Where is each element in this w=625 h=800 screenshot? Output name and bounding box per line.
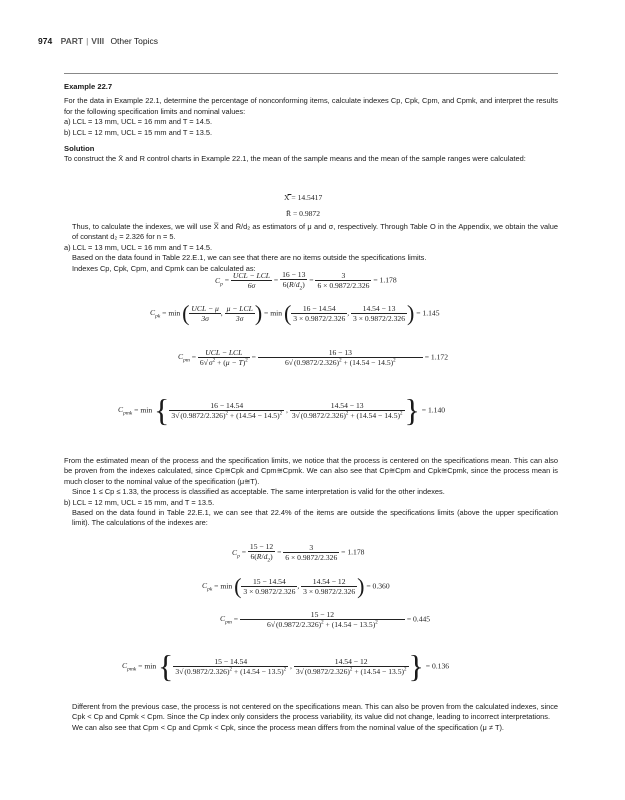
- xbar-value: X̿ = 14.5417: [284, 193, 323, 202]
- part-number: VIII: [91, 36, 105, 46]
- eq-a-cpm-result: = 1.172: [424, 352, 449, 362]
- eq-a-cpk-result: = 1.145: [416, 308, 440, 318]
- section-title: Other Topics: [110, 36, 158, 46]
- part-a-heading: a) LCL = 13 mm, UCL = 16 mm and T = 14.5.: [64, 242, 213, 252]
- eq-b-cpk-result: = 0.360: [366, 581, 390, 591]
- eq-b-cpmk-result: = 0.136: [425, 661, 450, 671]
- example-item-b: b) LCL = 12 mm, UCL = 15 mm and T = 13.5.: [64, 127, 213, 137]
- solution-block-4: [64, 702, 558, 733]
- eq-a-cpk: $C_{pk} = \min$ ( $\frac{\text{UCL − μ}}{3\sigma}$ , $\frac{\text{μ − LCL}}{3\sigma}$ ) = min ( $\frac{16 - 14.54}{3 \times 0.9872/2.326}$ , $\frac{14.54 - 13}{3 \times 0.9872/2.326}$ ) = 1.145: [150, 300, 440, 326]
- top-rule: [64, 73, 558, 74]
- eq-b-cp-result: = 1.178: [341, 547, 365, 557]
- eq-a-cpmk-result: = 1.140: [421, 405, 446, 415]
- solution-para-1: To construct the X̄ and R control charts in Example 22.1, the mean of the sample means and the mean of the sample ranges were calculated:: [64, 154, 526, 164]
- solution-title: Solution: [64, 144, 95, 154]
- eq-a-cp: $C_p$ = $\frac{\text{UCL − LCL}}{6\sigma}$ = $\frac{16 - 13}{6(\overline{R}/d_2)}$ = $\frac{3}{6 \times 0.9872/2.326}$ = 1.178: [215, 270, 397, 292]
- part-a-para-1: Based on the data found in Table 22.E.1, we can see that there are no items outside the specifications limits.: [72, 253, 427, 263]
- eq-b-cpmk: $C_{pmk} = \min$ { $\frac{15 - 14.54}{3√(0.9872/2.326)^2 + (14.54 - 13.5)^2}$ , $\frac{14.54 - 12}{3√(0.9872/2.326)^2 + (14.54 - 13.5)^2}$ } = 0.136: [122, 648, 450, 684]
- eq-b-cpm: $C_{pm}$ = $\frac{15 - 12}{6√(0.9872/2.326)^2 + (14.54 - 13.5)^2}$ = 0.445: [220, 610, 431, 629]
- closing-para-2: We can also see that Cpm < Cp and Cpmk < Cpk, since the process mean differs from the nominal value of the specification (μ ≠ T).: [72, 722, 504, 732]
- closing-para-1: Different from the previous case, the process is not centered on the specifications mean. This can also be proven from the calculated indexes, since Cpk < Cp and Cpmk < Cpm. Since the Cp index only considers the process variability, its value did not change, leading to incorrect interpretations.: [72, 702, 558, 722]
- running-header: 974 PART | VIII Other Topics: [38, 36, 158, 46]
- example-title: Example 22.7: [64, 82, 113, 91]
- eq-b-cpk: $C_{pk} = \min$ ( $\frac{15 - 14.54}{3 \times 0.9872/2.326}$ , $\frac{14.54 - 12}{3 \times 0.9872/2.326}$ ) = 0.360: [202, 573, 390, 599]
- page-number: 974: [38, 36, 53, 46]
- solution-block-2: [64, 222, 558, 274]
- eq-b-cpm-result: = 0.445: [406, 614, 431, 624]
- part-b-para-1: Based on the data found in Table 22.E.1, we can see that 22.4% of the items are outside the specifications limits (above the upper specification limit). The calculations of the indexes are:: [72, 508, 558, 528]
- eq-a-cpm: $C_{pm}$ = $\frac{\text{UCL − LCL}}{6√\sigma^2 + (\mu - T)^2}$ = $\frac{16 - 13}{6√(0.9872/2.326)^2 + (14.54 - 14.5)^2}$ = 1.172: [178, 348, 449, 367]
- part-a-para-4: Since 1 ≤ Cp ≤ 1.33, the process is classified as acceptable. The same interpretation is valid for the other indexes.: [72, 487, 445, 497]
- eq-a-cp-result: = 1.178: [373, 275, 397, 285]
- part-b-heading: b) LCL = 12 mm, UCL = 15 mm, and T = 13.5.: [64, 497, 215, 507]
- part-a-para-2: Indexes Cp, Cpk, Cpm, and Cpmk can be calculated as:: [72, 263, 256, 273]
- rbar-value: R̄ = 0.9872: [286, 209, 321, 218]
- example-block: [64, 82, 558, 165]
- example-intro: For the data in Example 22.1, determine the percentage of nonconforming items, calculate indexes Cp, Cpk, Cpm, and Cpmk, and interpret the results for the following specification limits and nominal values:: [64, 96, 558, 116]
- solution-block-3: [64, 456, 558, 529]
- part-label: PART: [60, 36, 84, 46]
- eq-a-cpmk: $C_{pmk} = \min$ { $\frac{16 - 14.54}{3√(0.9872/2.326)^2 + (14.54 - 14.5)^2}$ , $\frac{14.54 - 13}{3√(0.9872/2.326)^2 + (14.54 - 14.5)^2}$ } = 1.140: [118, 392, 446, 428]
- eq-b-cp: $C_p$ = $\frac{15 - 12}{6(\overline{R}/d_2)}$ = $\frac{3}{6 \times 0.9872/2.326}$ = 1.178: [232, 542, 365, 564]
- example-item-a: a) LCL = 13 mm, UCL = 16 mm and T = 14.5.: [64, 117, 213, 127]
- solution-para-2: Thus, to calculate the indexes, we will use X̿ and R̄/d₂ as estimators of μ and σ, respectively. Through Table O in the Appendix, we obtain the value of constant d₂ = 2.326 for n = 5.: [72, 222, 558, 242]
- part-a-para-3: From the estimated mean of the process and the specification limits, we notice that the process is centered on the specifications mean. This can also be proven from the indexes calculated, since Cp≅Cpk and Cpm≅Cpmk. We can also see that Cp≅Cpm and Cpk≅Cpmk, since the process mean is much closer to the nominal value of the specification (μ≅T).: [64, 456, 558, 486]
